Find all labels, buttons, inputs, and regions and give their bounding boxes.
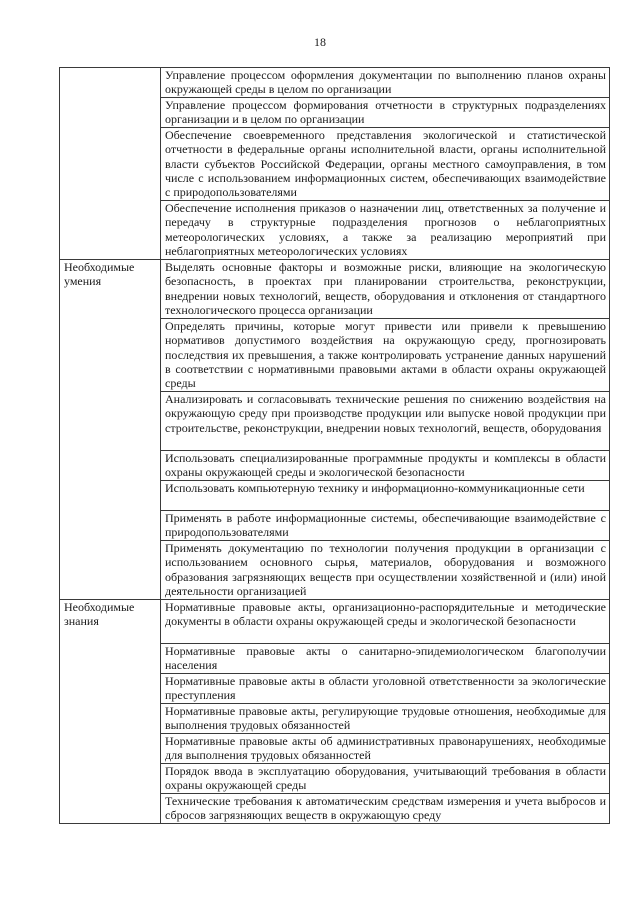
row-text: Нормативные правовые акты, организационно-распорядительные и методические документы в области охраны окружающей среды и экологической безопасности: [161, 600, 610, 644]
row-text: Использовать специализированные программные продукты и комплексы в области охраны окружающей среды и экологической безопасности: [161, 451, 610, 481]
row-text: Применять в работе информационные системы, обеспечивающие взаимодействие с природопользователями: [161, 511, 610, 541]
category-label-skills: Необходимые умения: [60, 260, 161, 600]
row-text: Нормативные правовые акты, регулирующие трудовые отношения, необходимые для выполнения трудовых обязанностей: [161, 704, 610, 734]
row-text: Обеспечение исполнения приказов о назначении лиц, ответственных за получение и передачу в структурные подразделения прогнозов о неблагоприятных метеорологических условиях, а также за реализацию мероприятий при неблагоприятных метеорологических условиях: [161, 201, 610, 260]
category-cell-continued: [60, 68, 161, 260]
row-text: Анализировать и согласовывать технические решения по снижению воздействия на окружающую среду при производстве продукции или выпуске новой продукции при строительстве, реконструкции, внедрении новых технологий, веществ, оборудования: [161, 392, 610, 451]
row-text: Нормативные правовые акты об административных правонарушениях, необходимые для выполнения трудовых обязанностей: [161, 734, 610, 764]
row-text: Управление процессом формирования отчетности в структурных подразделениях организации и в целом по организации: [161, 98, 610, 128]
row-text: Выделять основные факторы и возможные риски, влияющие на экологическую безопасность, в проектах при планировании строительства, реконструкции, внедрении новых технологий, веществ, оборудования и отклонения от стандартного технологического процесса организации: [161, 260, 610, 319]
row-text: Обеспечение своевременного представления экологической и статистической отчетности в федеральные органы исполнительной власти, органы исполнительной власти субъектов Российской Федерации, органы местного самоуправления, в том числе с использованием информационных систем, обеспечивающих взаимодействие с природопользователями: [161, 128, 610, 201]
row-text: Использовать компьютерную технику и информационно-коммуникационные сети: [161, 481, 610, 511]
row-text: Применять документацию по технологии получения продукции в организации с использованием основного сырья, материалов, оборудования и возможного образования загрязняющих веществ при осуществлении хозяйственной и (или) иной деятельности организацией: [161, 541, 610, 600]
row-text: Технические требования к автоматическим средствам измерения и учета выбросов и сбросов загрязняющих веществ в окружающую среду: [161, 794, 610, 824]
page-number: 18: [314, 35, 326, 49]
table-row: [60, 68, 610, 98]
competency-table: [59, 67, 610, 824]
row-text: Нормативные правовые акты в области уголовной ответственности за экологические преступления: [161, 674, 610, 704]
row-text: Нормативные правовые акты о санитарно-эпидемиологическом благополучии населения: [161, 644, 610, 674]
table-row: [60, 600, 610, 644]
row-text: Управление процессом оформления документации по выполнению планов охраны окружающей среды в целом по организации: [161, 68, 610, 98]
row-text: Порядок ввода в эксплуатацию оборудования, учитывающий требования в области охраны окружающей среды: [161, 764, 610, 794]
category-label-knowledge: Необходимые знания: [60, 600, 161, 824]
row-text: Определять причины, которые могут привести или привели к превышению нормативов допустимого воздействия на окружающую среду, прогнозировать последствия их превышения, а также контролировать устранение данных нарушений в соответствии с нормативными правовыми актами в области охраны окружающей среды: [161, 319, 610, 392]
table-row: [60, 260, 610, 319]
